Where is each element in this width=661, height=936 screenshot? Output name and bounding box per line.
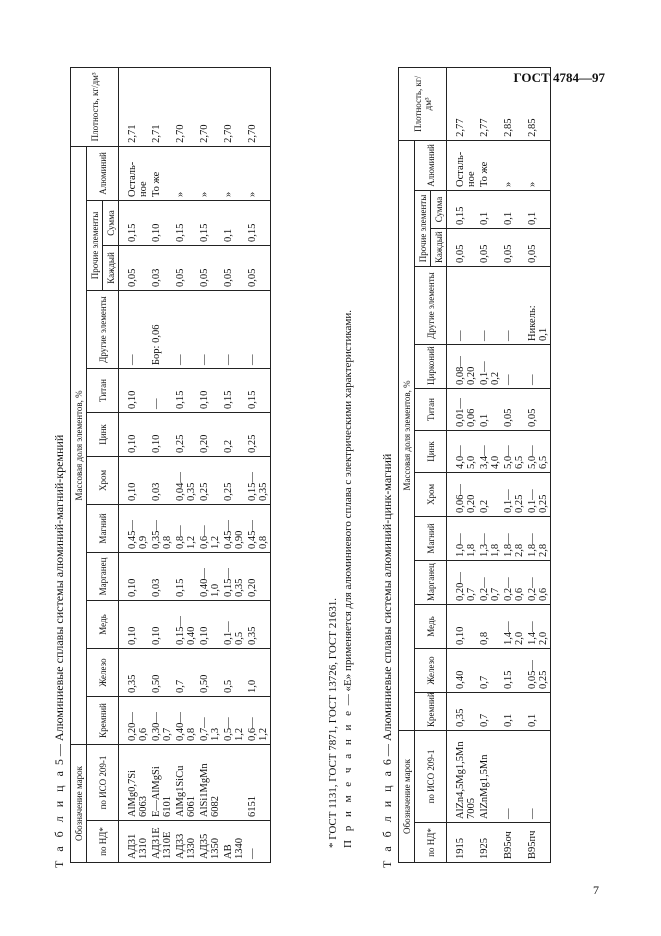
table6-header-si: Кремний [415,692,447,730]
cell-ti: 0,05 [526,388,551,430]
table6-header-density: Плотность, кг/дм³ [399,67,447,140]
table5-header-fe: Железо [87,648,119,696]
cell-cr: 0,25 [222,456,246,504]
table5-header-si: Кремний [87,696,119,744]
cell-each: 0,05 [526,228,551,266]
cell-mg: 0,45— 0,90 [222,504,246,552]
cell-zn: 5,0— 6,5 [502,430,526,472]
cell-zn: 0,20 [198,412,222,456]
table6-header-cr: Хром [415,472,447,516]
cell-si: 0,1 [502,692,526,730]
cell-mn: 0,20— 0,7 [447,560,479,604]
cell-cr: 0,1— 0,25 [502,472,526,516]
cell-each: 0,05 [174,245,198,290]
cell-si: 0,5— 1,2 [222,696,246,744]
cell-sum: 0,15 [246,200,271,245]
cell-density: 2,71 [119,67,151,146]
cell-cu: 0,8 [478,604,502,648]
cell-nd: 1915 [447,823,479,863]
cell-al: » [526,140,551,190]
cell-zr: 0,1— 0,2 [478,344,502,388]
cell-each: 0,03 [150,245,174,290]
cell-mg: 1,3— 1,8 [478,516,502,560]
table6-header-mg: Магний [415,516,447,560]
table5-note-prefix: П р и м е ч а н и е [342,708,354,848]
table5-notes [327,310,357,848]
cell-al: » [502,140,526,190]
cell-mg: 1,8— 2,8 [526,516,551,560]
cell-nd: В95оч [502,823,526,863]
cell-cr: 0,04— 0,35 [174,456,198,504]
cell-si: 0,40— 0,8 [174,696,198,744]
cell-zr: — [526,344,551,388]
cell-fe: 0,7 [478,648,502,692]
cell-fe: 0,40 [447,648,479,692]
cell-mg: 0,45— 0,8 [246,504,271,552]
cell-nd: АД35 1350 [198,821,222,863]
table5-header-sum: Сумма [103,200,119,245]
cell-cr: 0,25 [198,456,222,504]
cell-nd: — [246,821,271,863]
cell-cr: 0,2 [478,472,502,516]
cell-iso: E—AlMgSi 6101 [150,744,174,820]
cell-al: » [246,146,271,200]
cell-iso [222,744,246,820]
cell-ti: 0,01— 0,06 [447,388,479,430]
cell-al: » [174,146,198,200]
cell-fe: 0,50 [198,648,222,696]
cell-mg: 0,8— 1,2 [174,504,198,552]
table6-header-cu: Медь [415,604,447,648]
cell-other: Бор: 0,06 [150,290,174,368]
cell-other: Никель: 0,1 [526,266,551,344]
table5-footnote: * ГОСТ 1131, ГОСТ 7871, ГОСТ 13726, ГОСТ 21631. [327,598,339,848]
cell-ti: 0,05 [502,388,526,430]
cell-cu: 1,4— 2,0 [526,604,551,648]
table6 [398,67,551,863]
cell-density: 2,77 [478,67,502,140]
cell-mg: 0,45— 0,9 [119,504,151,552]
cell-each: 0,05 [222,245,246,290]
cell-ti: 0,10 [119,368,151,412]
cell-cr: 0,1— 0,25 [526,472,551,516]
table5-header-zn: Цинк [87,412,119,456]
cell-mg: 1,0— 1,8 [447,516,479,560]
cell-iso: AlMg0,7Si 6063 [119,744,151,820]
table5-header-designation: Обозначение марок [71,744,87,862]
cell-zr: — [502,344,526,388]
table6-header-each: Каждый [431,228,447,266]
table6-header-nd: по НД* [415,823,447,863]
cell-mn: 0,2— 0,6 [502,560,526,604]
cell-cr: 0,03 [150,456,174,504]
table-row [119,67,151,862]
cell-cu: 0,10 [198,600,222,648]
table6-header-mn: Марганец [415,560,447,604]
cell-nd: АД33 1330 [174,821,198,863]
cell-other: — [246,290,271,368]
cell-mn: 0,40— 1,0 [198,552,222,600]
cell-fe: 1,0 [246,648,271,696]
table6-header-ti: Титан [415,388,447,430]
cell-mn: 0,15 [174,552,198,600]
table5-header-density: Плотность, кг/дм³ [71,67,119,146]
cell-cu: 1,4— 2,0 [502,604,526,648]
cell-ti: 0,10 [198,368,222,412]
cell-si: 0,20— 0,6 [119,696,151,744]
cell-al: Осталь- ное [447,140,479,190]
cell-ti: 0,1 [478,388,502,430]
document-code: ГОСТ 4784—97 [513,70,605,85]
cell-iso: AlZnMg1,5Mn [478,730,502,822]
table6-caption-title: 6 — Алюминиевые сплавы системы алюминий-цинк-магний [380,453,394,766]
cell-each: 0,05 [502,228,526,266]
table-row [222,67,246,862]
cell-sum: 0,15 [198,200,222,245]
table5-header-iso: по ИСО 209-1 [87,744,119,820]
table-row [526,67,551,862]
table6-caption-prefix: Т а б л и ц а [380,768,394,868]
table6-header-other: Другие элементы [415,266,447,344]
cell-cr: 0,15— 0,35 [246,456,271,504]
cell-zn: 5,0— 6,5 [526,430,551,472]
cell-cu: 0,10 [119,600,151,648]
cell-fe: 0,05— 0,25 [526,648,551,692]
cell-iso: AlZn4,5Mg1,5Mn 7005 [447,730,479,822]
cell-density: 2,85 [502,67,526,140]
cell-al: » [198,146,222,200]
cell-nd: АВ 1340 [222,821,246,863]
table5-header-ti: Титан [87,368,119,412]
table6-header-zn: Цинк [415,430,447,472]
table5-header-mg: Магний [87,504,119,552]
cell-other: — [447,266,479,344]
table6-header-zr: Цирконий [415,344,447,388]
cell-sum: 0,15 [447,190,479,228]
table6-header-al: Алюминий [415,140,447,190]
cell-iso: 6151 [246,744,271,820]
page-number: 7 [593,883,599,897]
cell-zn: 3,4— 4,0 [478,430,502,472]
table-row [174,67,198,862]
cell-cr: 0,06— 0,20 [447,472,479,516]
cell-fe: 0,50 [150,648,174,696]
cell-other: — [222,290,246,368]
table5-header-misc: Прочие элементы [87,200,103,290]
table5-header-al: Алюминий [87,146,119,200]
cell-si: 0,35 [447,692,479,730]
table-row [198,67,222,862]
table5-header-nd: по НД* [87,821,119,863]
cell-sum: 0,1 [502,190,526,228]
cell-zn: 0,10 [119,412,151,456]
table5-caption-prefix: Т а б л и ц а [52,768,66,868]
table5-header-cr: Хром [87,456,119,504]
cell-cu: 0,15— 0,40 [174,600,198,648]
cell-mn: 0,20 [246,552,271,600]
table-row [478,67,502,862]
cell-si: 0,1 [526,692,551,730]
cell-density: 2,70 [222,67,246,146]
cell-sum: 0,15 [174,200,198,245]
cell-density: 2,77 [447,67,479,140]
table5-caption-title: 5 — Алюминиевые сплавы системы алюминий-магний-кремний [52,434,66,766]
cell-sum: 0,10 [150,200,174,245]
cell-zn: 0,25 [174,412,198,456]
table6-header-iso: по ИСО 209-1 [415,730,447,822]
table6-header-mass: Массовая доля элементов, % [399,140,415,730]
cell-nd: АД31Е 1310Е [150,821,174,863]
cell-zn: 0,25 [246,412,271,456]
cell-al: То же [478,140,502,190]
table-row [502,67,526,862]
cell-ti: — [150,368,174,412]
cell-mn: 0,2— 0,6 [526,560,551,604]
cell-si: 0,7 [478,692,502,730]
table6-caption [380,454,395,868]
table5-header-other: Другие элементы [87,290,119,368]
cell-zr: 0,08— 0,20 [447,344,479,388]
cell-cu: 0,1— 0,5 [222,600,246,648]
cell-other: — [502,266,526,344]
cell-density: 2,85 [526,67,551,140]
cell-density: 2,70 [174,67,198,146]
cell-zn: 0,2 [222,412,246,456]
cell-iso: AlMg1SiCu 6061 [174,744,198,820]
cell-iso: — [502,730,526,822]
cell-zn: 0,10 [150,412,174,456]
cell-each: 0,05 [478,228,502,266]
cell-each: 0,05 [246,245,271,290]
table5-note [342,310,354,848]
cell-nd: АД31 1310 [119,821,151,863]
table5-header-each: Каждый [103,245,119,290]
cell-sum: 0,1 [222,200,246,245]
cell-si: 0,30— 0,7 [150,696,174,744]
cell-cu: 0,35 [246,600,271,648]
cell-sum: 0,15 [119,200,151,245]
cell-cr: 0,10 [119,456,151,504]
cell-si: 0,7— 1,3 [198,696,222,744]
cell-ti: 0,15 [174,368,198,412]
table6-header-misc: Прочие элементы [415,190,431,266]
cell-fe: 0,35 [119,648,151,696]
cell-density: 2,71 [150,67,174,146]
cell-ti: 0,15 [246,368,271,412]
cell-each: 0,05 [447,228,479,266]
cell-sum: 0,1 [526,190,551,228]
cell-other: — [478,266,502,344]
cell-other: — [198,290,222,368]
table5 [70,67,271,863]
cell-mn: 0,03 [150,552,174,600]
cell-al: » [222,146,246,200]
cell-each: 0,05 [198,245,222,290]
table6-header-sum: Сумма [431,190,447,228]
cell-fe: 0,15 [502,648,526,692]
cell-ti: 0,15 [222,368,246,412]
cell-fe: 0,7 [174,648,198,696]
table5-header-mass: Массовая доля элементов, % [71,146,87,744]
table5-caption [52,435,67,868]
cell-density: 2,70 [246,67,271,146]
cell-cu: 0,10 [150,600,174,648]
table-row [246,67,271,862]
table-row [447,67,479,862]
table5-header-mn: Марганец [87,552,119,600]
cell-sum: 0,1 [478,190,502,228]
cell-iso: AlSi1MgMn 6082 [198,744,222,820]
cell-nd: В95пч [526,823,551,863]
cell-nd: 1925 [478,823,502,863]
table6-header-fe: Железо [415,648,447,692]
cell-mn: 0,15— 0,35 [222,552,246,600]
cell-iso: — [526,730,551,822]
table5-note-text: — «Е» применяется для алюминиевого сплава с электрическими характеристиками. [342,310,354,706]
table5-header-cu: Медь [87,600,119,648]
cell-mg: 0,6— 1,2 [198,504,222,552]
cell-each: 0,05 [119,245,151,290]
cell-fe: 0,5 [222,648,246,696]
cell-other: — [119,290,151,368]
cell-si: 0,6— 1,2 [246,696,271,744]
cell-zn: 4,0— 5,0 [447,430,479,472]
cell-al: Осталь- ное [119,146,151,200]
cell-other: — [174,290,198,368]
cell-mg: 0,35— 0,8 [150,504,174,552]
cell-cu: 0,10 [447,604,479,648]
cell-density: 2,70 [198,67,222,146]
cell-mn: 0,10 [119,552,151,600]
table6-header-designation: Обозначение марок [399,730,415,862]
cell-al: То же [150,146,174,200]
rotated-content [52,48,602,868]
cell-mg: 1,8— 2,8 [502,516,526,560]
table-row [150,67,174,862]
cell-mn: 0,2— 0,7 [478,560,502,604]
